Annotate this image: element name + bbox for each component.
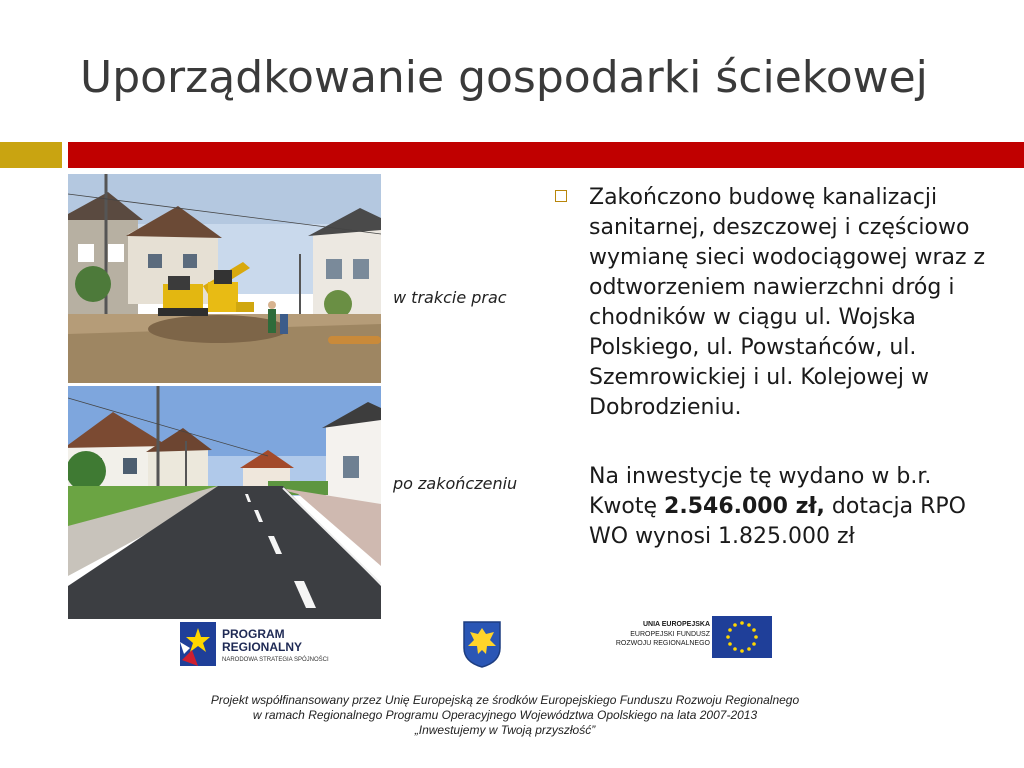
slide-title: Uporządkowanie gospodarki ściekowej bbox=[80, 52, 928, 103]
caption-after-completion: po zakończeniu bbox=[393, 474, 518, 493]
accent-bar-gold bbox=[0, 142, 62, 168]
investment-amount: 2.546.000 zł, bbox=[664, 494, 825, 519]
program-line1: PROGRAM bbox=[222, 627, 285, 641]
investment-paragraph bbox=[589, 462, 999, 552]
footer-line3: „Inwestujemy w Twoją przyszłość” bbox=[414, 723, 596, 737]
eu-line2: EUROPEJSKI FUNDUSZ bbox=[630, 631, 710, 638]
eu-line1: UNIA EUROPEJSKA bbox=[642, 621, 710, 628]
program-logo-icon bbox=[178, 620, 218, 670]
eu-flag-icon bbox=[712, 616, 772, 658]
program-regionalny-logo bbox=[178, 620, 358, 672]
photo-construction bbox=[68, 174, 381, 383]
accent-bar-red bbox=[68, 142, 1024, 168]
investment-prefix: Na inwestycje tę wydano w b.r. Kwotę bbox=[589, 464, 932, 519]
funding-footer bbox=[155, 693, 855, 738]
bullet-text bbox=[589, 183, 999, 423]
photo-finished-road bbox=[68, 386, 381, 619]
program-line2: REGIONALNY bbox=[222, 640, 303, 654]
program-line3: NARODOWA STRATEGIA SPÓJNOŚCI bbox=[222, 657, 329, 663]
square-bullet-icon bbox=[555, 190, 567, 202]
opole-eagle-crest-icon bbox=[462, 620, 502, 668]
eu-line3: ROZWOJU REGIONALNEGO bbox=[615, 640, 710, 647]
footer-line1: Projekt współfinansowany przez Unię Europejską ze środków Europejskiego Funduszu Rozwoju Regionalnego bbox=[210, 693, 800, 707]
investment-text bbox=[589, 462, 999, 552]
footer-line2: w ramach Regionalnego Programu Operacyjnego Województwa Opolskiego na lata 2007-2013 bbox=[252, 708, 758, 722]
bullet-paragraph: Zakończono budowę kanalizacji sanitarnej, deszczowej i częściowo wymianę sieci wodociągowej wraz z odtworzeniem nawierzchni dróg i chodników w ciągu ul. Wojska Polskiego, ul. Powstańców, ul. Szemrowickiej i ul. Kolejowej w Dobrodzieniu. bbox=[589, 185, 986, 420]
eu-logo-block bbox=[588, 604, 784, 670]
caption-during-works: w trakcie prac bbox=[393, 288, 507, 307]
investment-suffix: dotacja RPO WO wynosi 1.825.000 zł bbox=[589, 494, 966, 549]
